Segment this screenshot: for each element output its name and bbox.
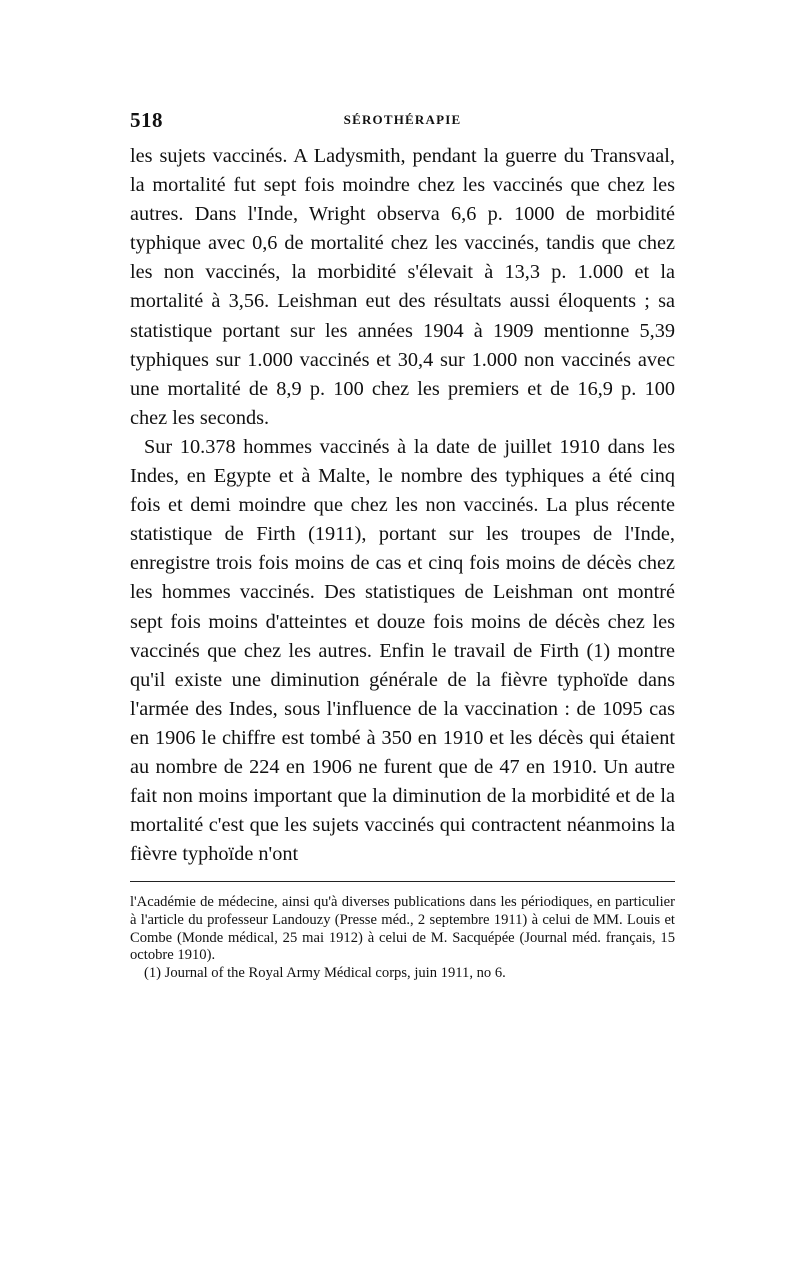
footnotes: [130, 894, 675, 982]
body-text: [130, 142, 675, 869]
footnote-continued: l'Académie de médecine, ainsi qu'à diverses publications dans les périodiques, en particulier à l'article du professeur Landouzy (Presse méd., 2 septembre 1911) à celui de MM. Louis et Combe (Monde médical, 25 mai 1912) à celui de M. Sacquépée (Journal méd. français, 15 octobre 1910).: [130, 894, 675, 964]
running-title: SÉROTHÉRAPIE: [343, 112, 462, 127]
body-paragraph: les sujets vaccinés. A Ladysmith, pendant la guerre du Transvaal, la mortalité fut sept fois moindre chez les vaccinés que chez les autres. Dans l'Inde, Wright observa 6,6 p. 1000 de morbidité typhique avec 0,6 de mortalité chez les vaccinés, tandis que chez les non vaccinés, la morbidité s'élevait à 13,3 p. 1.000 et la mortalité à 3,56. Leishman eut des résultats aussi éloquents ; sa statistique portant sur les années 1904 à 1909 mentionne 5,39 typhiques sur 1.000 vaccinés et 30,4 sur 1.000 non vaccinés avec une mortalité de 8,9 p. 100 chez les premiers et de 16,9 p. 100 chez les seconds.: [130, 145, 675, 429]
page-header: [130, 108, 675, 138]
page-number: 518: [130, 108, 163, 132]
footnote-1: (1) Journal of the Royal Army Médical corps, juin 1911, no 6.: [144, 964, 506, 981]
document-page: [130, 108, 675, 982]
footnote-divider: [130, 881, 675, 882]
body-paragraph: Sur 10.378 hommes vaccinés à la date de juillet 1910 dans les Indes, en Egypte et à Malte, le nombre des typhiques a été cinq fois et demi moindre que chez les non vaccinés. La plus récente statistique de Firth (1911), portant sur les troupes de l'Inde, enregistre trois fois moins de cas et cinq fois moins de décès chez les hommes vaccinés. Des statistiques de Leishman ont montré sept fois moins d'atteintes et douze fois moins de décès chez les vaccinés que chez les autres. Enfin le travail de Firth (1) montre qu'il existe une diminution générale de la fièvre typhoïde dans l'armée des Indes, sous l'influence de la vaccination : de 1095 cas en 1906 le chiffre est tombé à 350 en 1910 et les décès qui étaient au nombre de 224 en 1906 ne furent que de 47 en 1910. Un autre fait non moins important que la diminution de la morbidité et de la mortalité c'est que les sujets vaccinés qui contractent néanmoins la fièvre typhoïde n'ont: [130, 435, 675, 866]
